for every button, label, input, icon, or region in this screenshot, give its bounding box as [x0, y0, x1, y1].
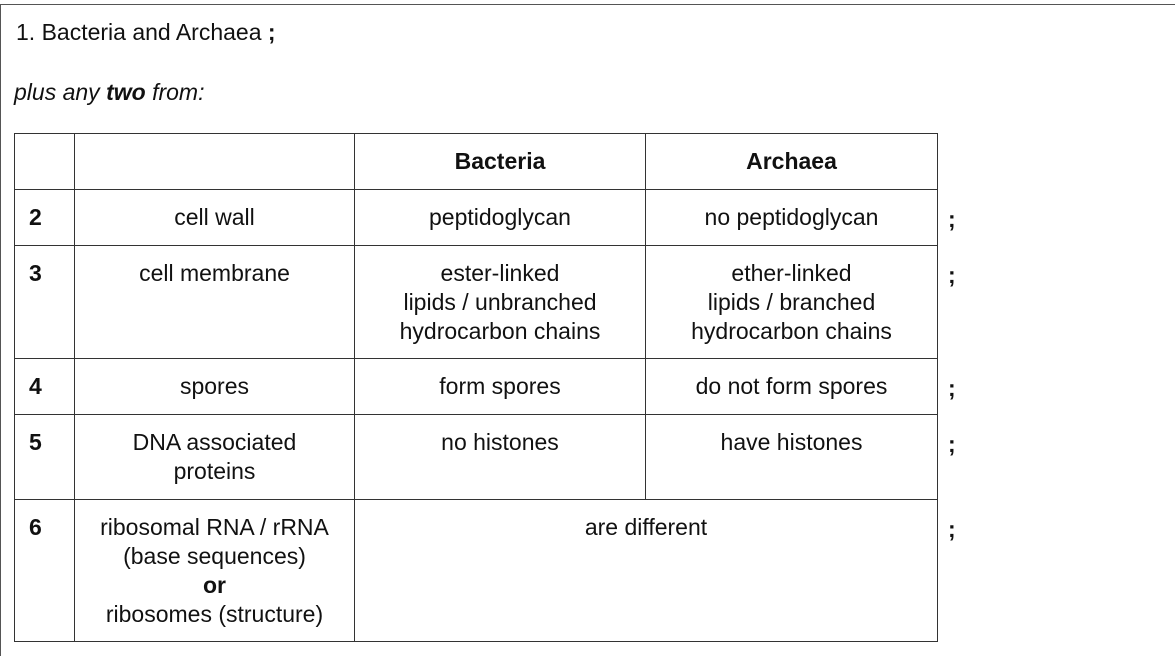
instruction-emphasis: two: [106, 79, 146, 105]
row-number: 4: [15, 359, 75, 415]
feature-line: (base sequences): [123, 543, 306, 569]
bacteria-cell: form spores: [355, 359, 646, 415]
archaea-cell: [646, 246, 938, 359]
bacteria-cell: peptidoglycan: [355, 190, 646, 246]
row-number: 6: [15, 500, 75, 642]
comparison-table: [14, 133, 938, 642]
row-number: 3: [15, 246, 75, 359]
feature-line: ribosomal RNA / rRNA: [100, 514, 329, 540]
bacteria-cell: [355, 246, 646, 359]
mark-semicolon: ;: [948, 262, 956, 288]
feature-cell: [75, 500, 355, 642]
header-cell-archaea: Archaea: [646, 134, 938, 190]
feature-line-or: or: [203, 572, 226, 598]
table-row: [15, 415, 938, 500]
table-row: [15, 359, 938, 415]
header-cell-number: [15, 134, 75, 190]
archaea-cell: no peptidoglycan: [646, 190, 938, 246]
merged-cell: are different: [355, 500, 938, 642]
bacteria-line: ester-linked: [440, 260, 560, 286]
mark-semicolon: ;: [948, 206, 956, 232]
archaea-cell: have histones: [646, 415, 938, 500]
feature-line: ribosomes (structure): [105, 601, 324, 627]
row-number: 2: [15, 190, 75, 246]
header-cell-feature: [75, 134, 355, 190]
feature-cell: spores: [75, 359, 355, 415]
bacteria-line: hydrocarbon chains: [399, 318, 601, 344]
mark-semicolon: ;: [948, 375, 956, 401]
mark-semicolon: ;: [948, 431, 956, 457]
feature-cell: [75, 415, 355, 500]
instruction-suffix: from:: [152, 79, 205, 105]
archaea-line: hydrocarbon chains: [691, 318, 892, 344]
table-header-row: [15, 134, 938, 190]
table-row: [15, 190, 938, 246]
archaea-line: lipids / branched: [707, 289, 876, 315]
mark-semicolon: ;: [948, 516, 956, 542]
instruction-prefix: plus any: [14, 79, 100, 105]
mark-semicolon: ;: [267, 19, 276, 45]
archaea-line: ether-linked: [731, 260, 852, 286]
archaea-cell: do not form spores: [646, 359, 938, 415]
feature-cell: cell membrane: [75, 246, 355, 359]
bacteria-line: lipids / unbranched: [403, 289, 597, 315]
feature-line: proteins: [173, 458, 256, 484]
instruction-text: [14, 79, 204, 106]
bacteria-cell: no histones: [355, 415, 646, 500]
row-number: 5: [15, 415, 75, 500]
feature-line: DNA associated: [132, 429, 297, 455]
table-row: [15, 246, 938, 359]
marking-point-1-text: 1. Bacteria and Archaea: [16, 19, 262, 45]
marking-point-1: [16, 19, 276, 46]
table-row: [15, 500, 938, 642]
feature-cell: cell wall: [75, 190, 355, 246]
header-cell-bacteria: Bacteria: [355, 134, 646, 190]
